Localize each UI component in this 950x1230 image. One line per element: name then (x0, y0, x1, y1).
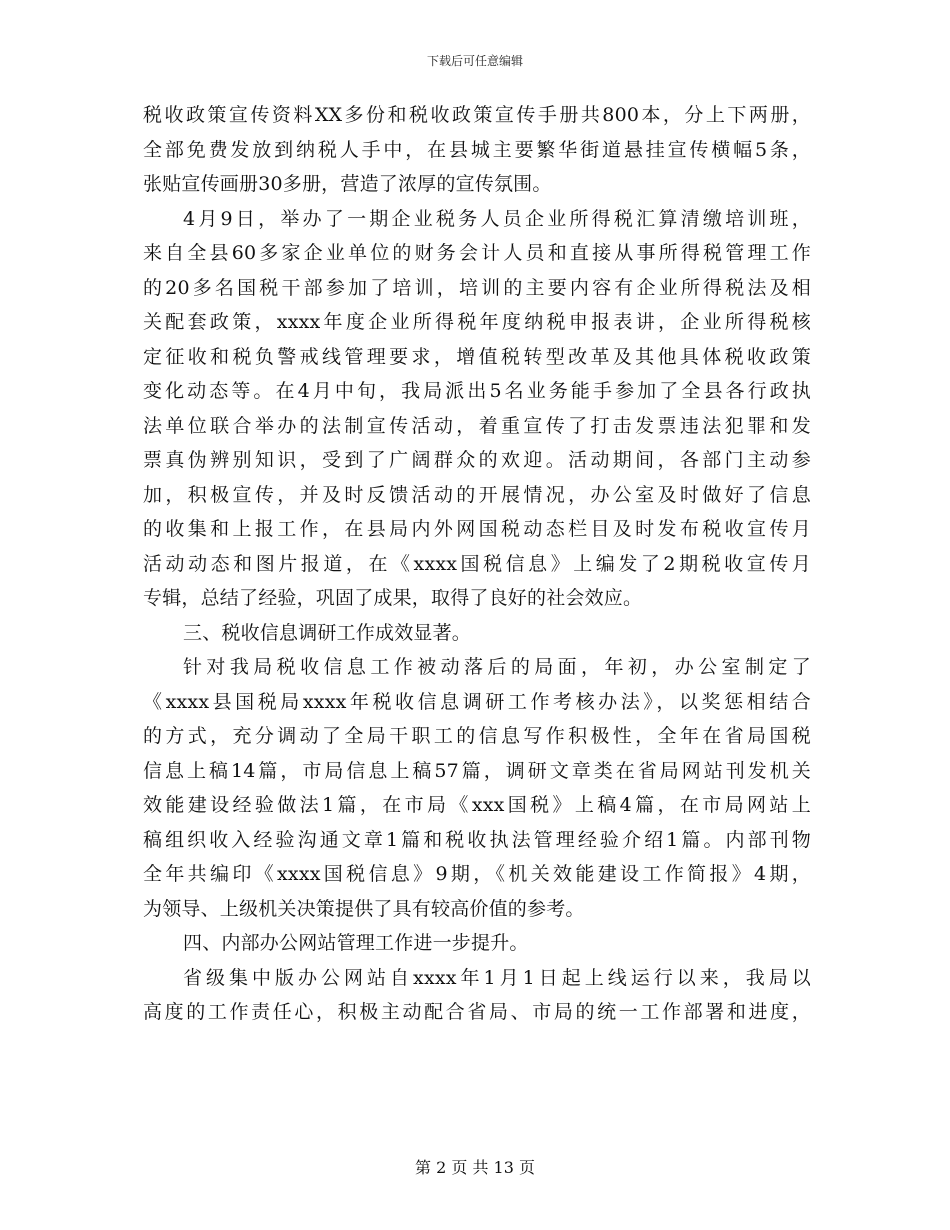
text-line: 票真伪辨别知识，受到了广阔群众的欢迎。活动期间，各部门主动参 (143, 449, 811, 471)
section-heading: 三、税收信息调研工作成效显著。 (183, 621, 472, 644)
text-line: 《xxxx县国税局xxxx年税收信息调研工作考核办法》，以奖惩相结合 (143, 690, 811, 713)
text-line: 的收集和上报工作，在县局内外网国税动态栏目及时发布税收宣传月 (143, 518, 811, 540)
text-line: 效能建设经验做法1篇，在市局《xxx国税》上稿4篇，在市局网站上 (143, 794, 811, 816)
document-body (143, 98, 811, 1030)
text-line: 为领导、上级机关决策提供了具有较高价值的参考。 (143, 897, 585, 920)
text-line: 高度的工作责任心，积极主动配合省局、市局的统一工作部署和进度， (143, 1001, 811, 1023)
text-line: 专辑，总结了经验，巩固了成果，取得了良好的社会效应。 (143, 587, 643, 609)
text-line: 的20多名国税干部参加了培训，培训的主要内容有企业所得税法及相 (143, 276, 811, 299)
paragraph-start-line: 4月9日，举办了一期企业税务人员企业所得税汇算清缴培训班， (183, 207, 811, 230)
paragraph-start-line: 省级集中版办公网站自xxxx年1月1日起上线运行以来，我局以 (183, 966, 811, 989)
paragraph-start-line: 针对我局税收信息工作被动落后的局面，年初，办公室制定了 (183, 656, 811, 678)
page-header-note: 下载后可任意编辑 (426, 54, 523, 68)
text-line: 加，积极宣传，并及时反馈活动的开展情况，办公室及时做好了信息 (143, 483, 811, 506)
page-number-footer: 第 2 页 共 13 页 (415, 1158, 535, 1177)
text-line: 全年共编印《xxxx国税信息》9期，《机关效能建设工作简报》4期， (143, 863, 811, 885)
text-line: 稿组织收入经验沟通文章1篇和税收执法管理经验介绍1篇。内部刊物 (143, 828, 811, 851)
text-line: 关配套政策，xxxx年度企业所得税年度纳税申报表讲，企业所得税核 (143, 311, 811, 333)
text-line: 全部免费发放到纳税人手中，在县城主要繁华街道悬挂宣传横幅5条， (143, 138, 811, 161)
text-line: 变化动态等。在4月中旬，我局派出5名业务能手参加了全县各行政执 (143, 380, 811, 402)
text-line: 定征收和税负警戒线管理要求，增值税转型改革及其他具体税收政策 (143, 345, 811, 368)
text-line: 张贴宣传画册30多册，营造了浓厚的宣传氛围。 (143, 173, 552, 195)
text-line: 来自全县60多家企业单位的财务会计人员和直接从事所得税管理工作 (143, 242, 811, 264)
text-line: 活动动态和图片报道，在《xxxx国税信息》上编发了2期税收宣传月 (143, 552, 811, 575)
text-line: 的方式，充分调动了全局干职工的信息写作积极性，全年在省局国税 (143, 725, 811, 747)
text-line: 税收政策宣传资料XX多份和税收政策宣传手册共800本，分上下两册， (143, 104, 811, 126)
text-line: 法单位联合举办的法制宣传活动，着重宣传了打击发票违法犯罪和发 (143, 414, 811, 437)
text-line: 信息上稿14篇，市局信息上稿57篇，调研文章类在省局网站刊发机关 (143, 759, 811, 782)
section-heading: 四、内部办公网站管理工作进一步提升。 (183, 932, 529, 954)
